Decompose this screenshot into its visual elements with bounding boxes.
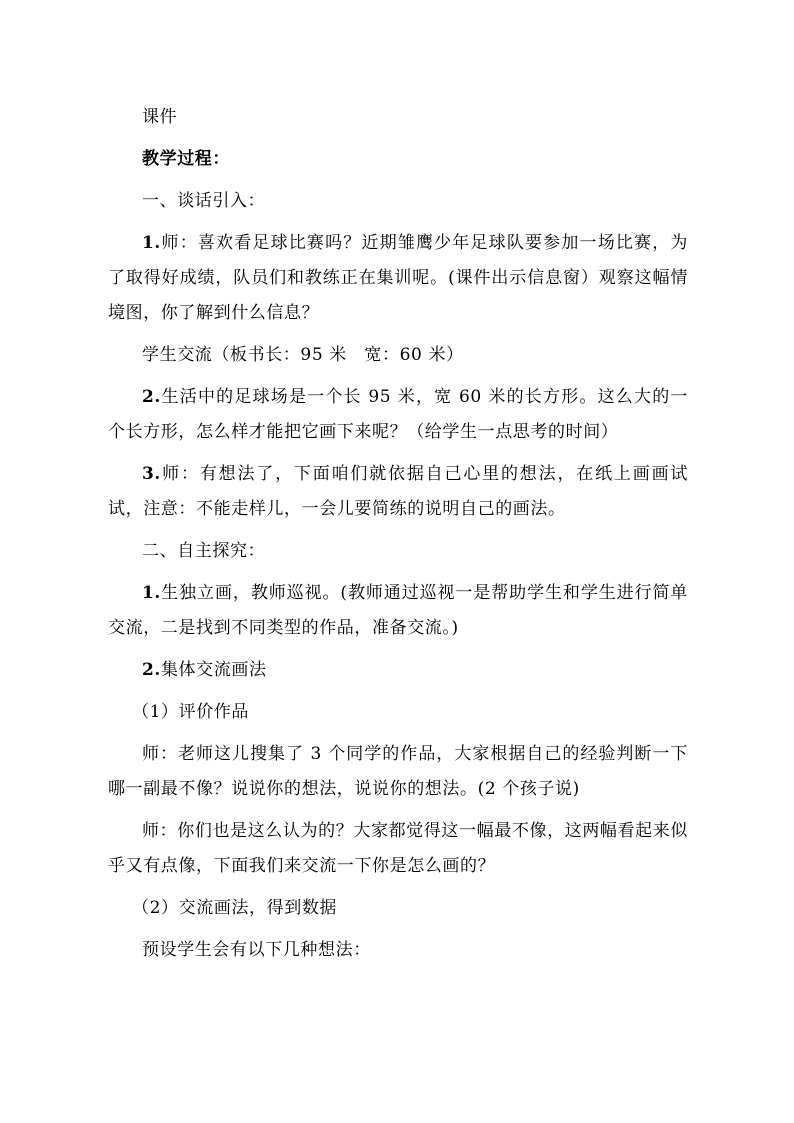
paragraph-text: 预设学生会有以下几种想法： [142,940,371,960]
item-number: 2. [142,660,161,680]
item-number: 1. [142,583,161,603]
subheading-exchange-methods [108,891,688,926]
heading-text: 教学过程： [142,149,230,169]
section-heading-explore [108,534,688,569]
paragraph-text: 集体交流画法 [160,660,267,680]
paragraph-teacher-agree [108,814,688,884]
paragraph-text: 师：你们也是这么认为的？大家都觉得这一幅最不像，这两幅看起来似乎又有点像，下面我们来交流一下你是怎么画的？ [108,821,688,876]
paragraph-text: 师：喜欢看足球比赛吗？近期雏鹰少年足球队要参加一场比赛，为了取得好成绩，队员们和教练正在集训呢。(课件出示信息窗）观察这幅情境图，你了解到什么信息？ [108,233,688,323]
section-heading-intro [108,184,688,219]
item-number: 3. [142,464,161,484]
paragraph-courseware [108,100,688,135]
paragraph-intro-2 [108,380,688,450]
paragraph-intro-1 [108,226,688,331]
paragraph-explore-1 [108,576,688,646]
subheading-text: （2）交流画法，得到数据 [132,898,338,918]
heading-teaching-process [108,142,688,177]
paragraph-preset-ideas [108,933,688,968]
subheading-evaluate-works [108,695,688,730]
document-body [108,100,688,968]
section-heading-text: 一、谈话引入： [142,191,266,211]
item-number: 2. [142,387,161,407]
paragraph-text: 课件 [142,107,178,127]
section-heading-text: 二、自主探究： [142,541,266,561]
paragraph-teacher-collect [108,737,688,807]
subheading-text: （1）评价作品 [132,702,250,722]
item-number: 1. [142,233,161,253]
paragraph-explore-2 [108,653,688,688]
paragraph-intro-3 [108,457,688,527]
paragraph-text: 生活中的足球场是一个长 95 米，宽 60 米的长方形。这么大的一个长方形，怎么样才能把它画下来呢？（给学生一点思考的时间） [108,387,688,442]
paragraph-text: 生独立画，教师巡视。(教师通过巡视一是帮助学生和学生进行简单交流，二是找到不同类型的作品，准备交流。) [108,583,688,638]
paragraph-student-exchange [108,338,688,373]
paragraph-text: 学生交流（板书长：95 米 宽：60 米） [142,345,464,365]
paragraph-text: 师：有想法了，下面咱们就依据自己心里的想法，在纸上画画试试，注意：不能走样儿，一会儿要简练的说明自己的画法。 [108,464,688,519]
paragraph-text: 师：老师这儿搜集了 3 个同学的作品，大家根据自己的经验判断一下哪一副最不像？说说你的想法，说说你的想法。(2 个孩子说) [108,744,688,799]
